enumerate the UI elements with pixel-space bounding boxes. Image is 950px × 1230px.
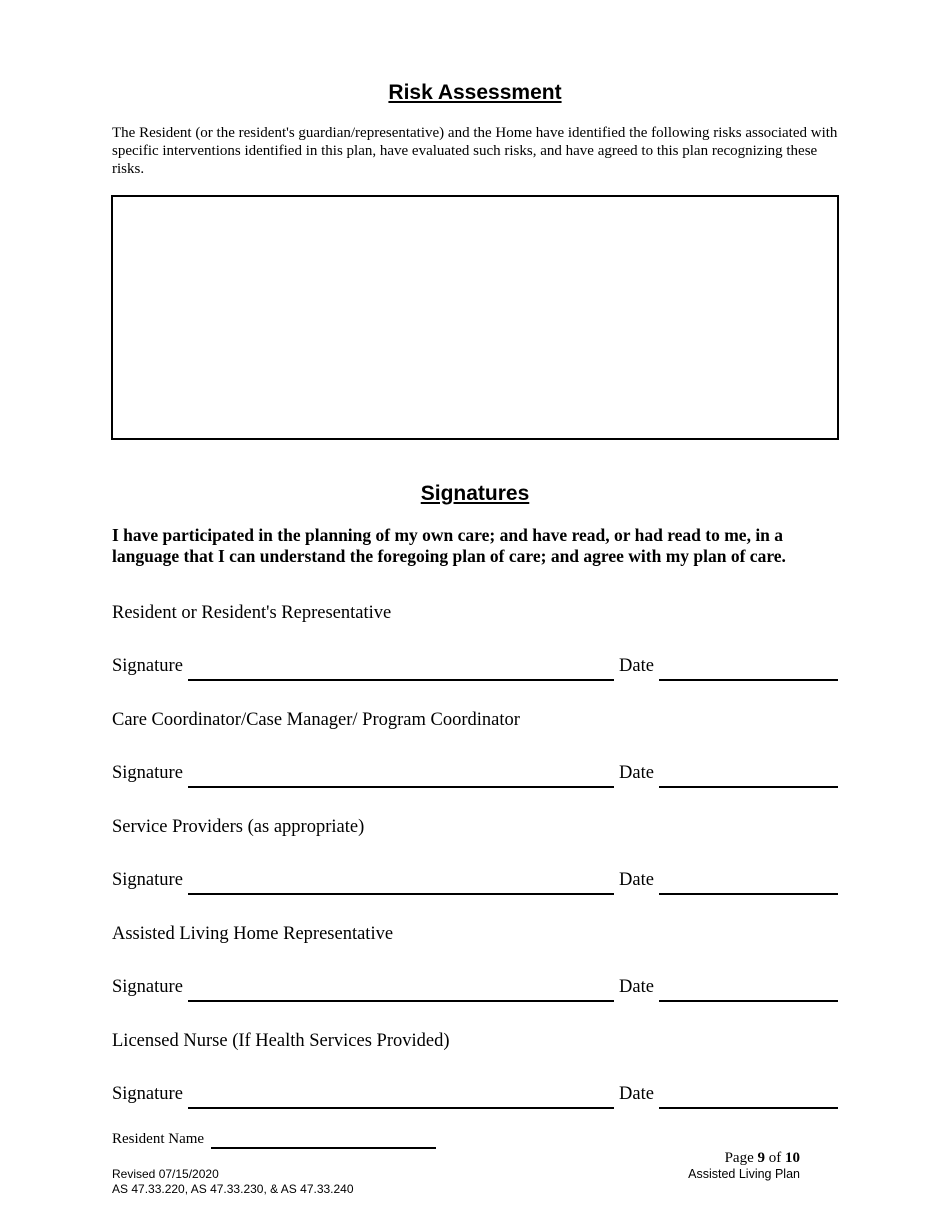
signature-row-service-providers — [112, 870, 840, 896]
signature-label: Signature — [112, 763, 183, 783]
signature-label: Signature — [112, 656, 183, 676]
date-field-resident[interactable] — [659, 679, 838, 681]
page-number — [688, 1150, 800, 1167]
signature-label: Signature — [112, 977, 183, 997]
section-label-resident: Resident or Resident's Representative — [112, 603, 392, 623]
signature-label: Signature — [112, 1084, 183, 1104]
document-title: Assisted Living Plan — [688, 1167, 800, 1181]
signature-row-resident — [112, 656, 840, 682]
signature-field-licensed-nurse[interactable] — [188, 1107, 614, 1109]
resident-name-label: Resident Name — [112, 1131, 205, 1147]
signature-field-resident[interactable] — [188, 679, 614, 681]
section-label-licensed-nurse: Licensed Nurse (If Health Services Provided) — [112, 1031, 450, 1051]
section-label-service-providers: Service Providers (as appropriate) — [112, 817, 365, 837]
risk-intro-text: The Resident (or the resident's guardian/representative) and the Home have identified the following risks associated with specific interventions identified in this plan, have evaluated such risks, and have agreed to this plan recognizing these risks. — [112, 125, 838, 177]
risk-assessment-heading: Risk Assessment — [388, 81, 562, 104]
page-current: 9 — [757, 1150, 765, 1166]
date-field-home-representative[interactable] — [659, 1000, 838, 1002]
signature-row-licensed-nurse — [112, 1084, 840, 1110]
page-total: 10 — [785, 1150, 800, 1166]
attestation-text: I have participated in the planning of my own care; and have read, or had read to me, in a language that I can understand the foregoing plan of care; and agree with my plan of care. — [112, 525, 786, 566]
signatures-heading: Signatures — [420, 482, 530, 505]
date-label: Date — [619, 870, 654, 890]
signature-field-home-representative[interactable] — [188, 1000, 614, 1002]
section-label-care-coordinator: Care Coordinator/Case Manager/ Program Coordinator — [112, 710, 520, 730]
date-label: Date — [619, 763, 654, 783]
revised-date: Revised 07/15/2020 — [112, 1167, 219, 1181]
date-field-care-coordinator[interactable] — [659, 786, 838, 788]
signature-field-care-coordinator[interactable] — [188, 786, 614, 788]
signature-field-service-providers[interactable] — [188, 893, 614, 895]
page-prefix: Page — [724, 1150, 754, 1166]
statute-references: AS 47.33.220, AS 47.33.230, & AS 47.33.240 — [112, 1182, 354, 1196]
footer-revision-block — [112, 1167, 354, 1197]
date-label: Date — [619, 977, 654, 997]
date-label: Date — [619, 1084, 654, 1104]
date-field-service-providers[interactable] — [659, 893, 838, 895]
resident-name-field[interactable] — [211, 1147, 436, 1149]
signature-label: Signature — [112, 870, 183, 890]
date-field-licensed-nurse[interactable] — [659, 1107, 838, 1109]
date-label: Date — [619, 656, 654, 676]
signature-row-home-representative — [112, 977, 840, 1003]
signature-row-care-coordinator — [112, 763, 840, 789]
section-label-home-representative: Assisted Living Home Representative — [112, 924, 394, 944]
page-of: of — [768, 1150, 782, 1166]
footer-page-block — [688, 1150, 800, 1182]
risk-assessment-box[interactable] — [111, 195, 839, 440]
